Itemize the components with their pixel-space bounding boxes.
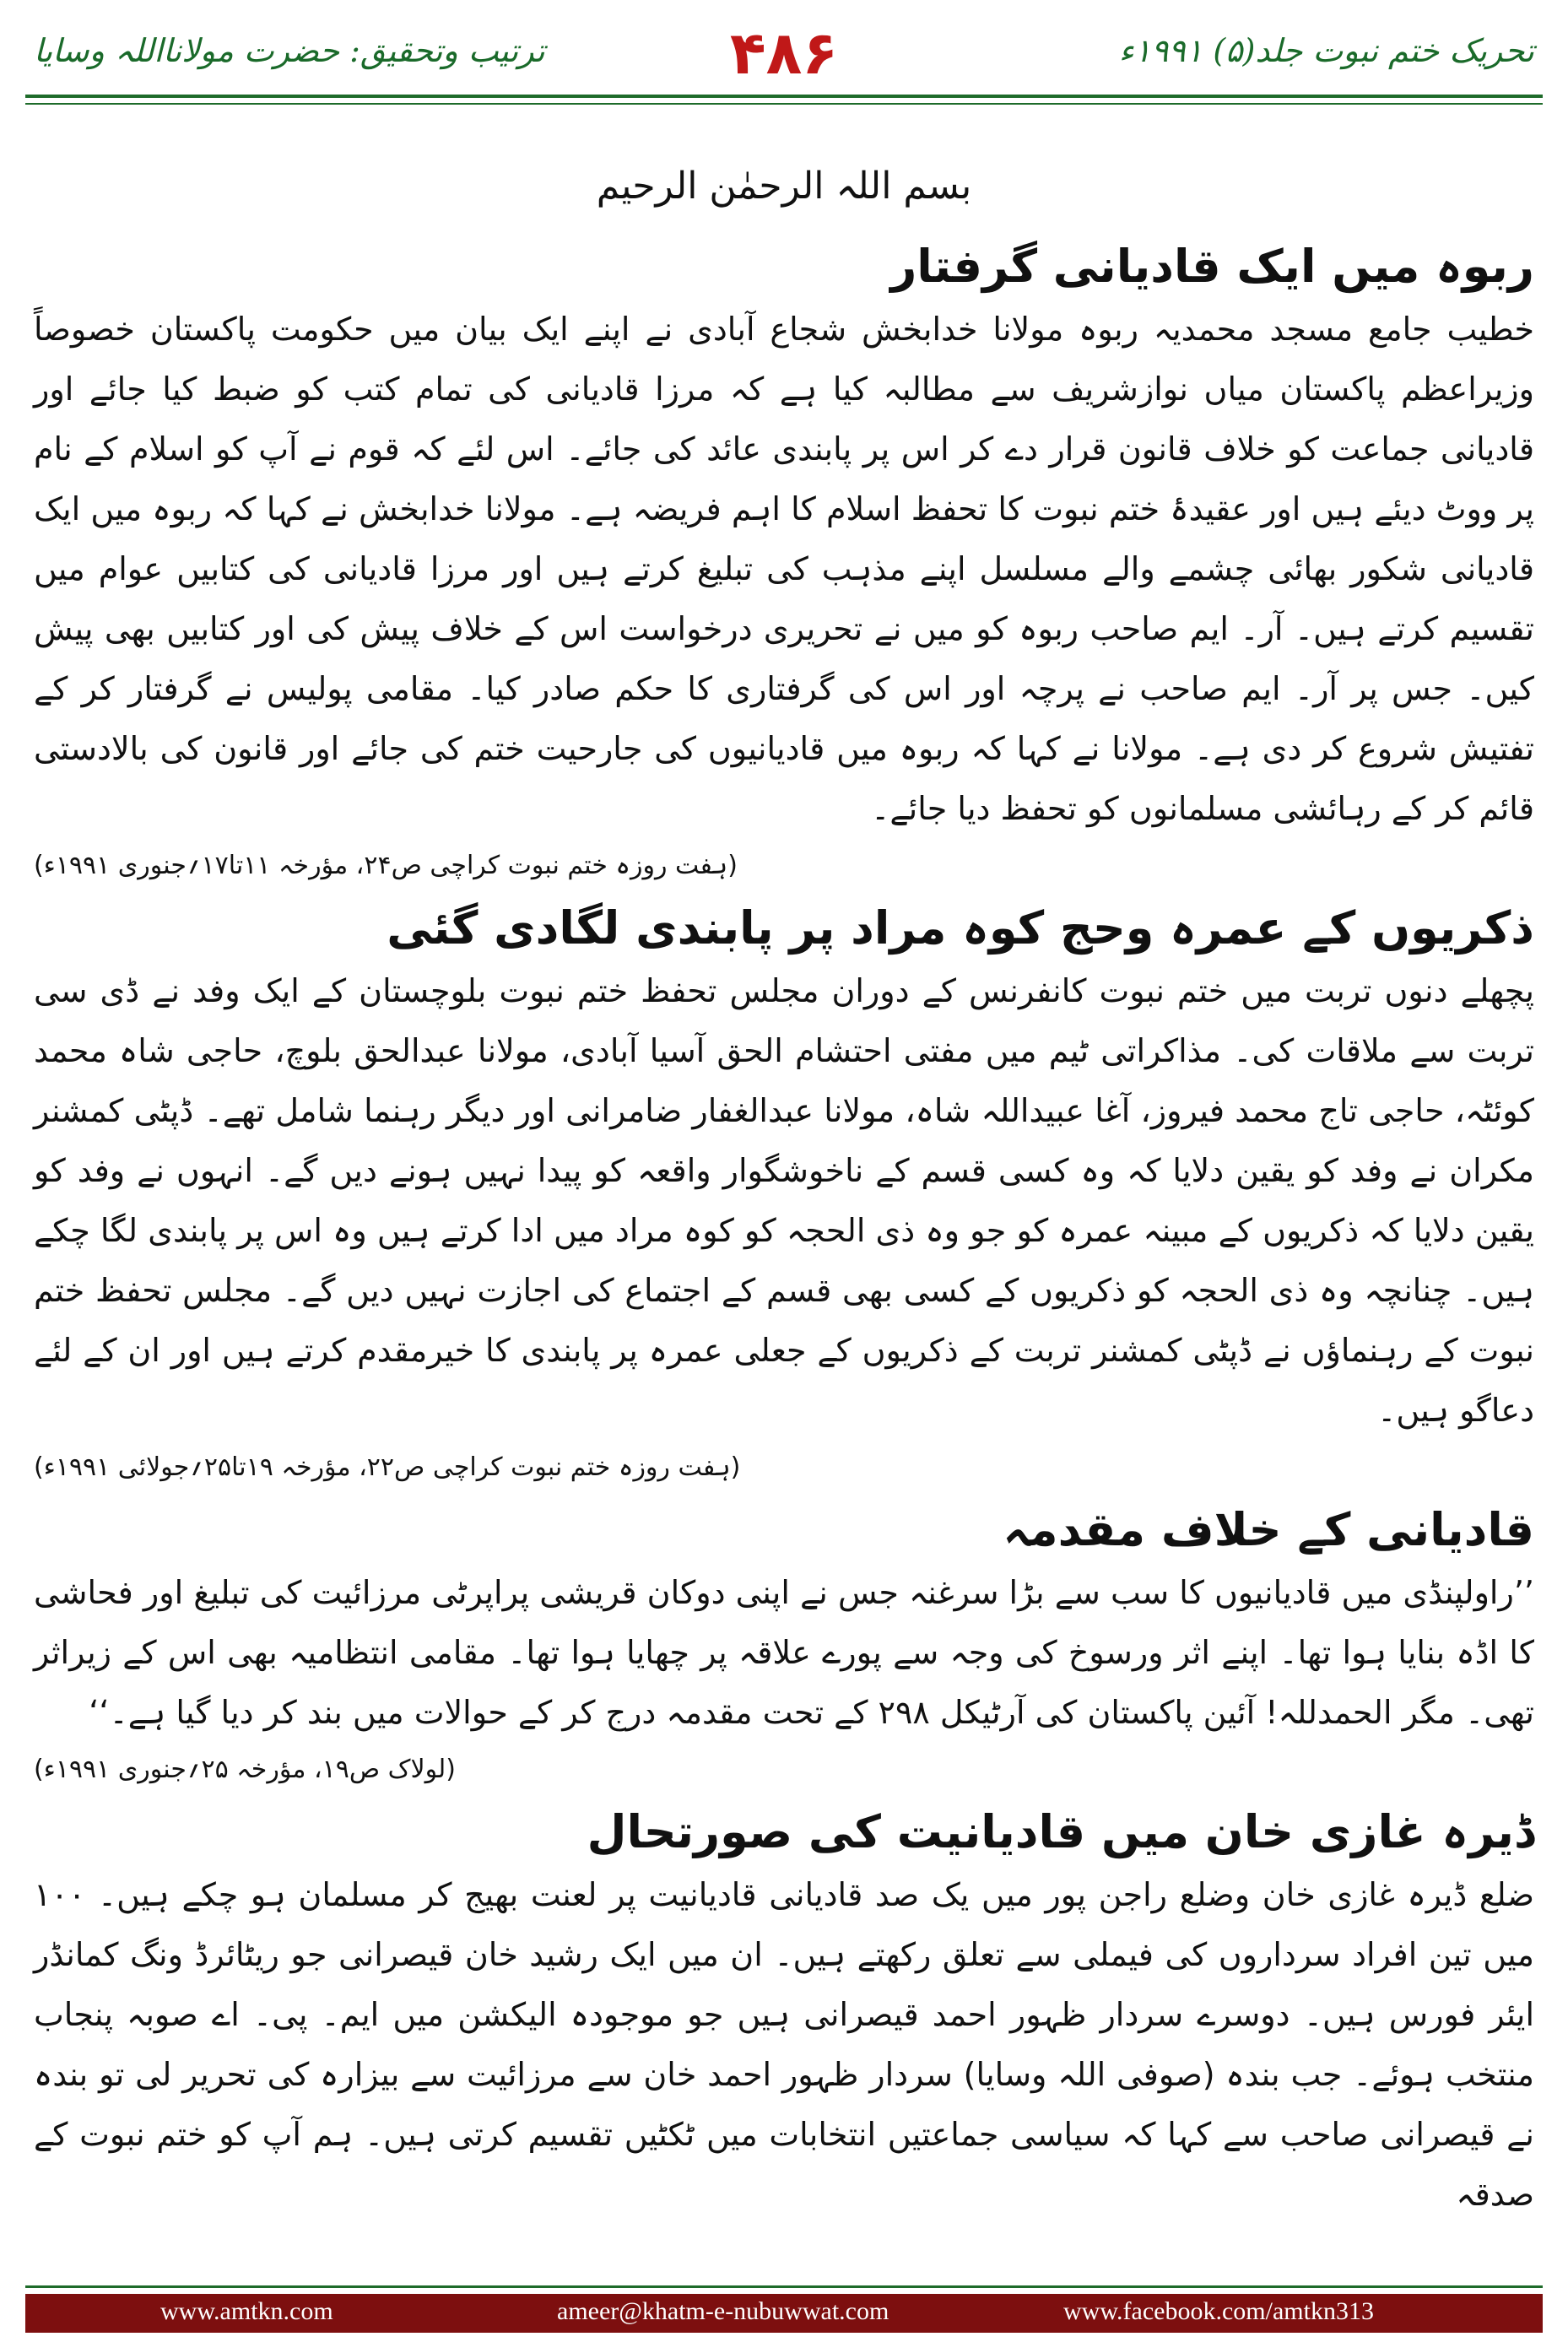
section-paragraph: پچھلے دنوں تربت میں ختم نبوت کانفرنس کے دوران مجلس تحفظ ختم نبوت بلوچستان کے ایک وفد نے ڈی سی تربت سے ملاقات کی۔ مذاکراتی ٹیم میں مفتی احتشام الحق آسیا آبادی، مولانا عبدالحق بلوچ، حاجی شاہ محمد کوئٹہ، حاجی تاج محمد فیروز، آغا عبیداللہ شاہ، مولانا عبدالغفار ضامرانی اور دیگر رہنما شامل تھے۔ ڈپٹی کمشنر مکران نے وفد کو یقین دلایا کہ وہ کسی قسم کے ناخوشگوار واقعہ کو پیدا نہیں ہونے دیں گے۔ انہوں نے وفد کو یقین دلایا کہ ذکریوں کے مبینہ عمرہ کو جو وہ ذی الحجہ کو کوہ مراد میں ادا کرتے ہیں وہ اس پر پابندی لگا چکے ہیں۔ چنانچہ وہ ذی الحجہ کو ذکریوں کے کسی بھی قسم کے اجتماع کی اجازت نہیں دیں گے۔ مجلس تحفظ ختم نبوت کے رہنماؤں نے ڈپٹی کمشنر تربت کے ذکریوں کے جعلی عمرہ پر پابندی کا خیرمقدم کرتے ہیں اور ان کے لئے دعاگو ہیں۔	[34, 972, 1534, 1429]
bismillah: بسم اللہ الرحمٰن الرحیم	[596, 165, 972, 208]
section-heading: قادیانی کے خلاف مقدمہ	[1003, 1503, 1534, 1556]
book-title: تحریک ختم نبوت جلد(۵) ۱۹۹۱ء	[1118, 32, 1534, 69]
section-paragraph: خطیب جامع مسجد محمدیہ ربوہ مولانا خدابخش شجاع آبادی نے اپنے ایک بیان میں حکومت پاکستان خصوصاً وزیراعظم پاکستان میاں نوازشریف سے مطالبہ کیا ہے کہ مرزا قادیانی کی تمام کتب کو ضبط کیا جائے اور قادیانی جماعت کو خلاف قانون قرار دے کر اس پر پابندی عائد کی جائے۔ اس لئے کہ قوم نے آپ کو اسلام کے نام پر ووٹ دیئے ہیں اور عقیدۂ ختم نبوت کا تحفظ اسلام کا اہم فریضہ ہے۔ مولانا خدابخش نے کہا کہ ربوہ میں ایک قادیانی شکور بھائی چشمے والے مسلسل اپنے مذہب کی تبلیغ کرتے ہیں اور مرزا قادیانی کی کتابیں عوام میں تقسیم کرتے ہیں۔ آر۔ ایم صاحب ربوہ کو میں نے تحریری درخواست اس کے خلاف پیش کی اور کتابیں بھی پیش کیں۔ جس پر آر۔ ایم صاحب نے پرچہ اور اس کی گرفتاری کا حکم صادر کیا۔ مقامی پولیس نے گرفتار کر کے تفتیش شروع کر دی ہے۔ مولانا نے کہا کہ ربوہ میں قادیانیوں کی جارحیت ختم کی جائے اور قانون کی بالادستی قائم کر کے رہائشی مسلمانوں کو تحفظ دیا جائے۔	[34, 311, 1534, 827]
footer-rule	[25, 2285, 1543, 2288]
section-paragraph: ضلع ڈیرہ غازی خان وضلع راجن پور میں یک صد قادیانی قادیانیت پر لعنت بھیج کر مسلمان ہو چکے ہیں۔ ۱۰۰ میں تین افراد سرداروں کی فیملی سے تعلق رکھتے ہیں۔ ان میں ایک رشید خان قیصرانی جو ریٹائرڈ ونگ کمانڈر ایئر فورس ہیں۔ دوسرے سردار ظہور احمد قیصرانی ہیں جو موجودہ الیکشن میں ایم۔ پی۔ اے صوبہ پنجاب منتخب ہوئے۔ جب بندہ (صوفی اللہ وسایا) سردار ظہور احمد خان سے مرزائیت سے بیزارہ کی تحریر لی تو بندہ نے قیصرانی صاحب سے کہا کہ سیاسی جماعتیں انتخابات میں ٹکٹیں تقسیم کرتی ہیں۔ ہم آپ کو ختم نبوت کے صدقہ	[34, 1876, 1534, 2213]
section-heading: ربوہ میں ایک قادیانی گرفتار	[890, 240, 1534, 293]
header-rule-thin	[25, 103, 1543, 105]
page-body	[34, 228, 1534, 2225]
section-paragraph: ’’راولپنڈی میں قادیانیوں کا سب سے بڑا سرغنہ جس نے اپنی دوکان قریشی پراپرٹی مرزائیت کی تبلیغ اور فحاشی کا اڈہ بنایا ہوا تھا۔ اپنے اثر ورسوخ کی وجہ سے پورے علاقہ پر چھایا ہوا تھا۔ مقامی انتظامیہ بھی اس کے زیراثر تھی۔ مگر الحمدللہ! آئین پاکستان کی آرٹیکل ۲۹۸ کے تحت مقدمہ درج کر کے حوالات میں بند کر دیا گیا ہے۔‘‘	[34, 1574, 1534, 1731]
compiler-credit: ترتیب وتحقیق: حضرت مولانااللہ وسایا	[34, 32, 545, 69]
section-heading: ڈیرہ غازی خان میں قادیانیت کی صورتحال	[587, 1805, 1534, 1858]
section-zikri-ban	[34, 901, 1534, 1491]
facebook-link[interactable]: www.facebook.com/amtkn313	[1063, 2297, 1374, 2325]
page-header	[0, 0, 1568, 127]
source-citation: (ہفت روزہ ختم نبوت کراچی ص۲۲، مؤرخہ ۱۹تا۲۵؍جولائی ۱۹۹۱ء)	[34, 1452, 741, 1482]
section-rabwah-arrest	[34, 240, 1534, 890]
section-heading: ذکریوں کے عمرہ وحج کوہ مراد پر پابندی لگادی گئی	[387, 901, 1534, 955]
source-citation: (لولاک ص۱۹، مؤرخہ ۲۵؍جنوری ۱۹۹۱ء)	[34, 1755, 456, 1784]
section-case-against-qadiani	[34, 1503, 1534, 1793]
source-citation: (ہفت روزہ ختم نبوت کراچی ص۲۴، مؤرخہ ۱۱تا۱۷؍جنوری ۱۹۹۱ء)	[34, 851, 738, 880]
section-dera-ghazi-khan	[34, 1805, 1534, 2225]
website-link[interactable]: www.amtkn.com	[160, 2297, 333, 2325]
email-link[interactable]: ameer@khatm-e-nubuwwat.com	[557, 2297, 889, 2325]
header-rule	[25, 95, 1543, 98]
page-footer	[0, 2279, 1568, 2342]
page-number: ۴۸۶	[729, 19, 839, 88]
